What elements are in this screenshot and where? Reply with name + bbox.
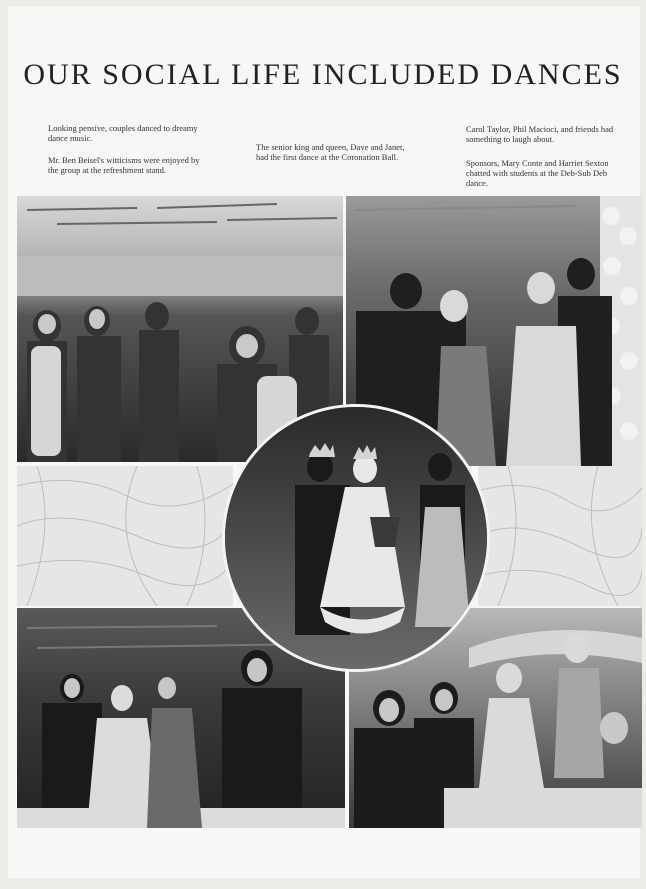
caption-right-1: Carol Taylor, Phil Macioci, and friends had something to laugh about. (466, 124, 614, 144)
caption-left-1: Looking pensive, couples danced to dreamy dance music. (48, 123, 198, 143)
texture-panel-left (17, 466, 233, 606)
caption-right-2: Sponsors, Mary Conte and Harriet Sexton chatted with students at the Deb-Sub Deb dance. (466, 158, 609, 188)
photo-king-queen-dance (222, 404, 490, 672)
caption-left-2: Mr. Ben Beisel's witticisms were enjoyed by the group at the refreshment stand. (48, 155, 200, 175)
page-title: OUR SOCIAL LIFE INCLUDED DANCES (23, 58, 623, 91)
caption-middle: The senior king and queen, Dave and Janet, had the first dance at the Coronation Ball. (256, 142, 405, 162)
texture-panel-right (478, 466, 642, 606)
